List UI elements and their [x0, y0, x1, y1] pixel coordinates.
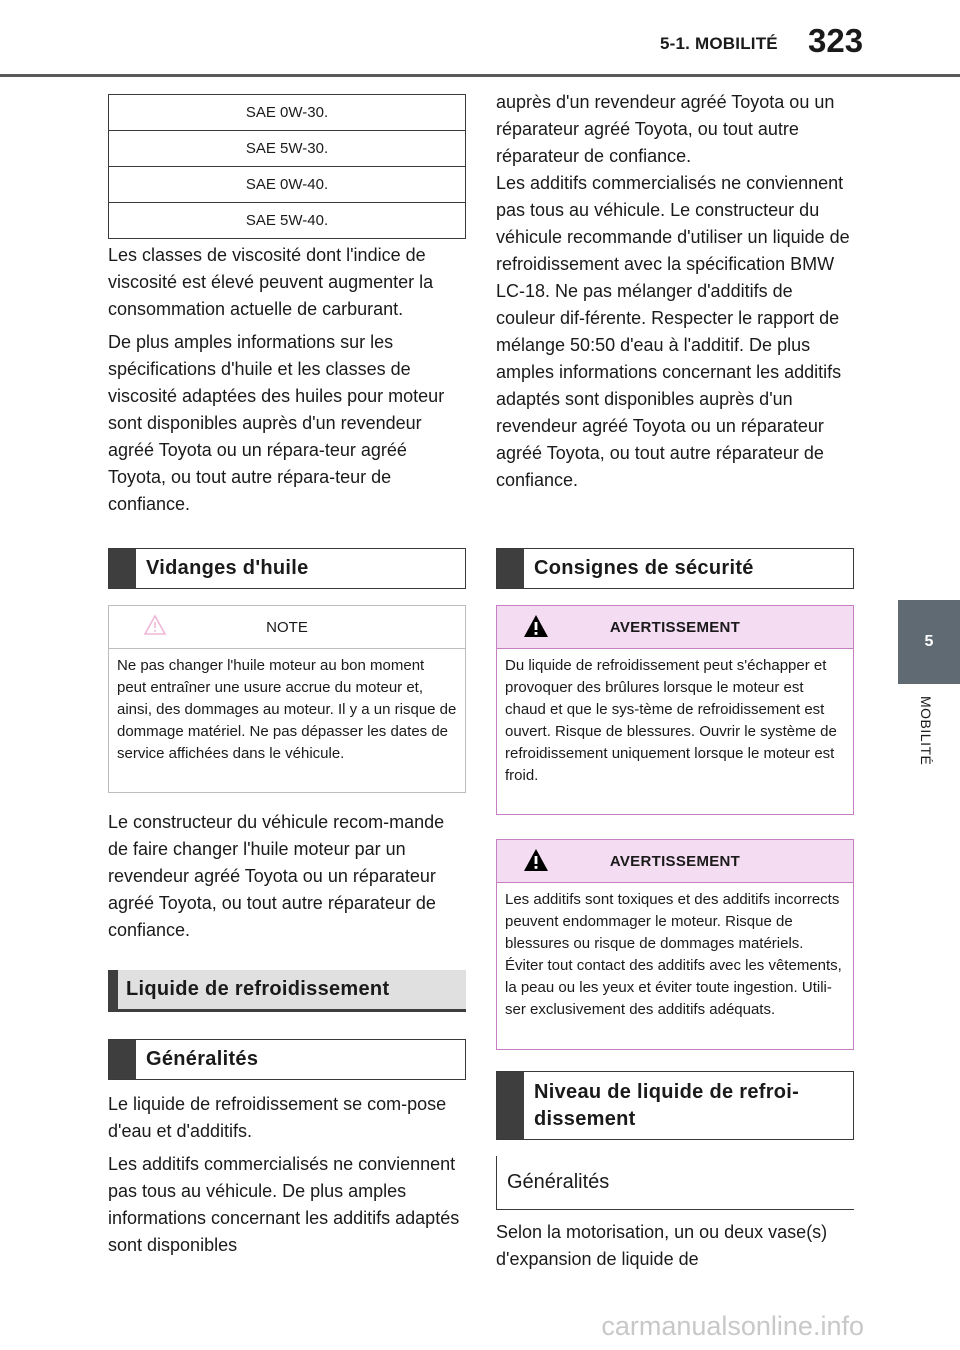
sae-grade-cell: SAE 5W-30.	[109, 131, 466, 167]
note-title: NOTE	[266, 618, 308, 636]
heading-oil-change	[108, 548, 466, 589]
left-coolant-text	[108, 1091, 466, 1259]
note-header	[109, 606, 465, 649]
warning-header	[497, 606, 853, 649]
warning-title: AVERTISSEMENT	[609, 852, 741, 870]
page-number: 323	[808, 22, 864, 59]
heading-bar	[109, 1040, 136, 1079]
heading-text: Liquide de refroidissement	[126, 978, 390, 1000]
note-body: Ne pas changer l'huile moteur au bon moment peut entraîner une usure accrue du moteur et, ainsi, des dommages au moteur. Il y a un risque de dommage matériel. Ne pas dépasser les dates de service affichées dans le véhicule.	[117, 657, 457, 762]
paragraph: Selon la motorisation, un ou deux vase(s) d'expansion de liquide de	[496, 1222, 828, 1269]
heading-text: Consignes de sécurité	[534, 557, 754, 579]
paragraph: Les classes de viscosité dont l'indice de viscosité est élevé peuvent augmenter la consommation actuelle de carburant.	[108, 245, 434, 319]
chapter-tab[interactable]: 5	[898, 600, 960, 684]
sae-grade-cell: SAE 0W-40.	[109, 167, 466, 203]
caution-icon	[143, 614, 167, 636]
sae-grade-table	[108, 94, 466, 239]
paragraph: auprès d'un revendeur agréé Toyota ou un réparateur agréé Toyota, ou tout autre réparateur de confiance.	[496, 92, 835, 166]
paragraph: Le liquide de refroidissement se com-pose d'eau et d'additifs.	[108, 1094, 447, 1141]
heading-text: Généralités	[146, 1048, 259, 1070]
heading-bar	[497, 1072, 524, 1139]
warning-header	[497, 840, 853, 883]
sae-grade-cell: SAE 5W-40.	[109, 203, 466, 239]
left-intro-text	[108, 242, 466, 518]
heading-general-left	[108, 1039, 466, 1080]
header-rule	[0, 74, 960, 77]
heading-bar	[497, 549, 524, 588]
paragraph: Les additifs commercialisés ne conviennent pas tous au véhicule. Le constructeur du véhicule recommande d'utiliser un liquide de refroidissement avec la spécification BMW LC-18. Ne pas mélanger d'additifs de couleur dif-férente. Respecter le rapport de mélange 50:50 d'eau à l'additif. De plus amples informations concernant les additifs adaptés sont disponibles auprès d'un revendeur agréé Toyota ou un réparateur agréé Toyota, ou tout autre réparateur de confiance.	[496, 173, 850, 490]
heading-text: Vidanges d'huile	[146, 557, 309, 579]
watermark: carmanualsonline.info	[601, 1311, 864, 1341]
warning-icon	[523, 848, 549, 872]
paragraph: De plus amples informations sur les spécifications d'huile et les classes de viscosité adaptées des huiles pour moteur sont disponibles auprès d'un revendeur agréé Toyota ou un répara-teur agréé Toyota, ou tout autre répara-teur de confiance.	[108, 332, 445, 514]
heading-text: Niveau de liquide de refroi-dissement	[534, 1080, 800, 1130]
warning-body: Les additifs sont toxiques et des additifs incorrects peuvent endommager le moteur. Risque de blessures ou risque de dommages matériels. Éviter tout contact des additifs avec les vêtements, la peau ou les yeux et éviter toute ingestion. Utili-ser exclusivement des additifs adéquats.	[505, 891, 842, 1018]
chapter-label: MOBILITÉ	[918, 696, 934, 766]
heading-bar	[108, 970, 118, 1009]
left-oil-text	[108, 809, 466, 944]
heading-coolant	[108, 970, 466, 1012]
paragraph: Les additifs commercialisés ne conviennent pas tous au véhicule. De plus amples informations concernant les additifs adaptés sont disponibles	[108, 1154, 460, 1255]
warning-body: Du liquide de refroidissement peut s'échapper et provoquer des brûlures lorsque le moteur est chaud et que le sys-tème de refroidissement est ouvert. Risque de blessures. Ouvrir le système de refroidissement uniquement lorsque le moteur est froid.	[505, 657, 837, 784]
note-box	[108, 605, 466, 793]
paragraph: Le constructeur du véhicule recom-mande de faire changer l'huile moteur par un revendeur agréé Toyota ou un réparateur agréé Toyota, ou tout autre réparateur de confiance.	[108, 812, 445, 940]
heading-coolant-level	[496, 1071, 854, 1140]
heading-bar	[109, 549, 136, 588]
warning-box-additives	[496, 839, 854, 1050]
warning-icon	[523, 614, 549, 638]
section-label: 5-1. MOBILITÉ	[660, 34, 778, 53]
warning-box-burns	[496, 605, 854, 815]
heading-general-right: Généralités	[496, 1156, 854, 1210]
right-intro-text	[496, 89, 854, 494]
sae-grade-cell: SAE 0W-30.	[109, 95, 466, 131]
warning-title: AVERTISSEMENT	[609, 618, 741, 636]
right-level-text	[496, 1219, 854, 1273]
heading-safety	[496, 548, 854, 589]
